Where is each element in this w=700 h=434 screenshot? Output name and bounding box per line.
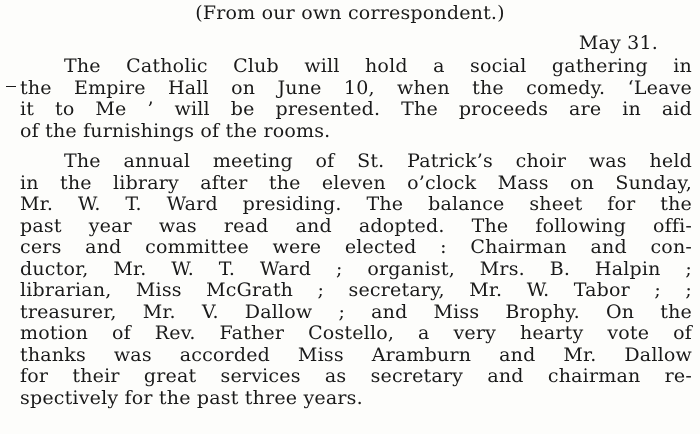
margin-mark: [6, 86, 16, 88]
text-line: The annual meeting of St. Patrick’s choir was held: [64, 150, 692, 172]
text-line: for their great services as secretary and chairman re-: [20, 365, 692, 387]
text-line: thanks was accorded Miss Aramburn and Mr. Dallow: [20, 343, 692, 366]
correspondent-byline: (From our own correspondent.): [195, 2, 505, 24]
paragraph-choir-meeting: [20, 151, 692, 409]
paragraph-catholic-club: [20, 56, 692, 142]
text-line: librarian, Miss McGrath ; secretary, Mr. W. Tabor ; ;: [20, 279, 692, 301]
text-line: cers and committee were elected : Chairman and con-: [20, 236, 692, 258]
text-line: treasurer, Mr. V. Dallow ; and Miss Brophy. On the: [20, 300, 692, 323]
text-line: of the furnishings of the rooms.: [20, 119, 331, 142]
text-line: in the library after the eleven o’clock Mass on Sunday,: [20, 171, 692, 194]
text-line: past year was read and adopted. The following offi-: [20, 214, 692, 237]
text-line: spectively for the past three years.: [20, 386, 363, 409]
text-line: motion of Rev. Father Costello, a very hearty vote of: [20, 322, 692, 344]
dateline: May 31.: [578, 32, 658, 54]
text-line: the Empire Hall on June 10, when the comedy. ‘Leave: [20, 76, 692, 99]
text-line: The Catholic Club will hold a social gathering in: [64, 55, 692, 77]
text-line: ductor, Mr. W. T. Ward ; organist, Mrs. B. Halpin ;: [20, 257, 692, 280]
text-line: it to Me ’ will be presented. The proceeds are in aid: [20, 98, 692, 120]
text-line: Mr. W. T. Ward presiding. The balance sheet for the: [20, 193, 692, 215]
